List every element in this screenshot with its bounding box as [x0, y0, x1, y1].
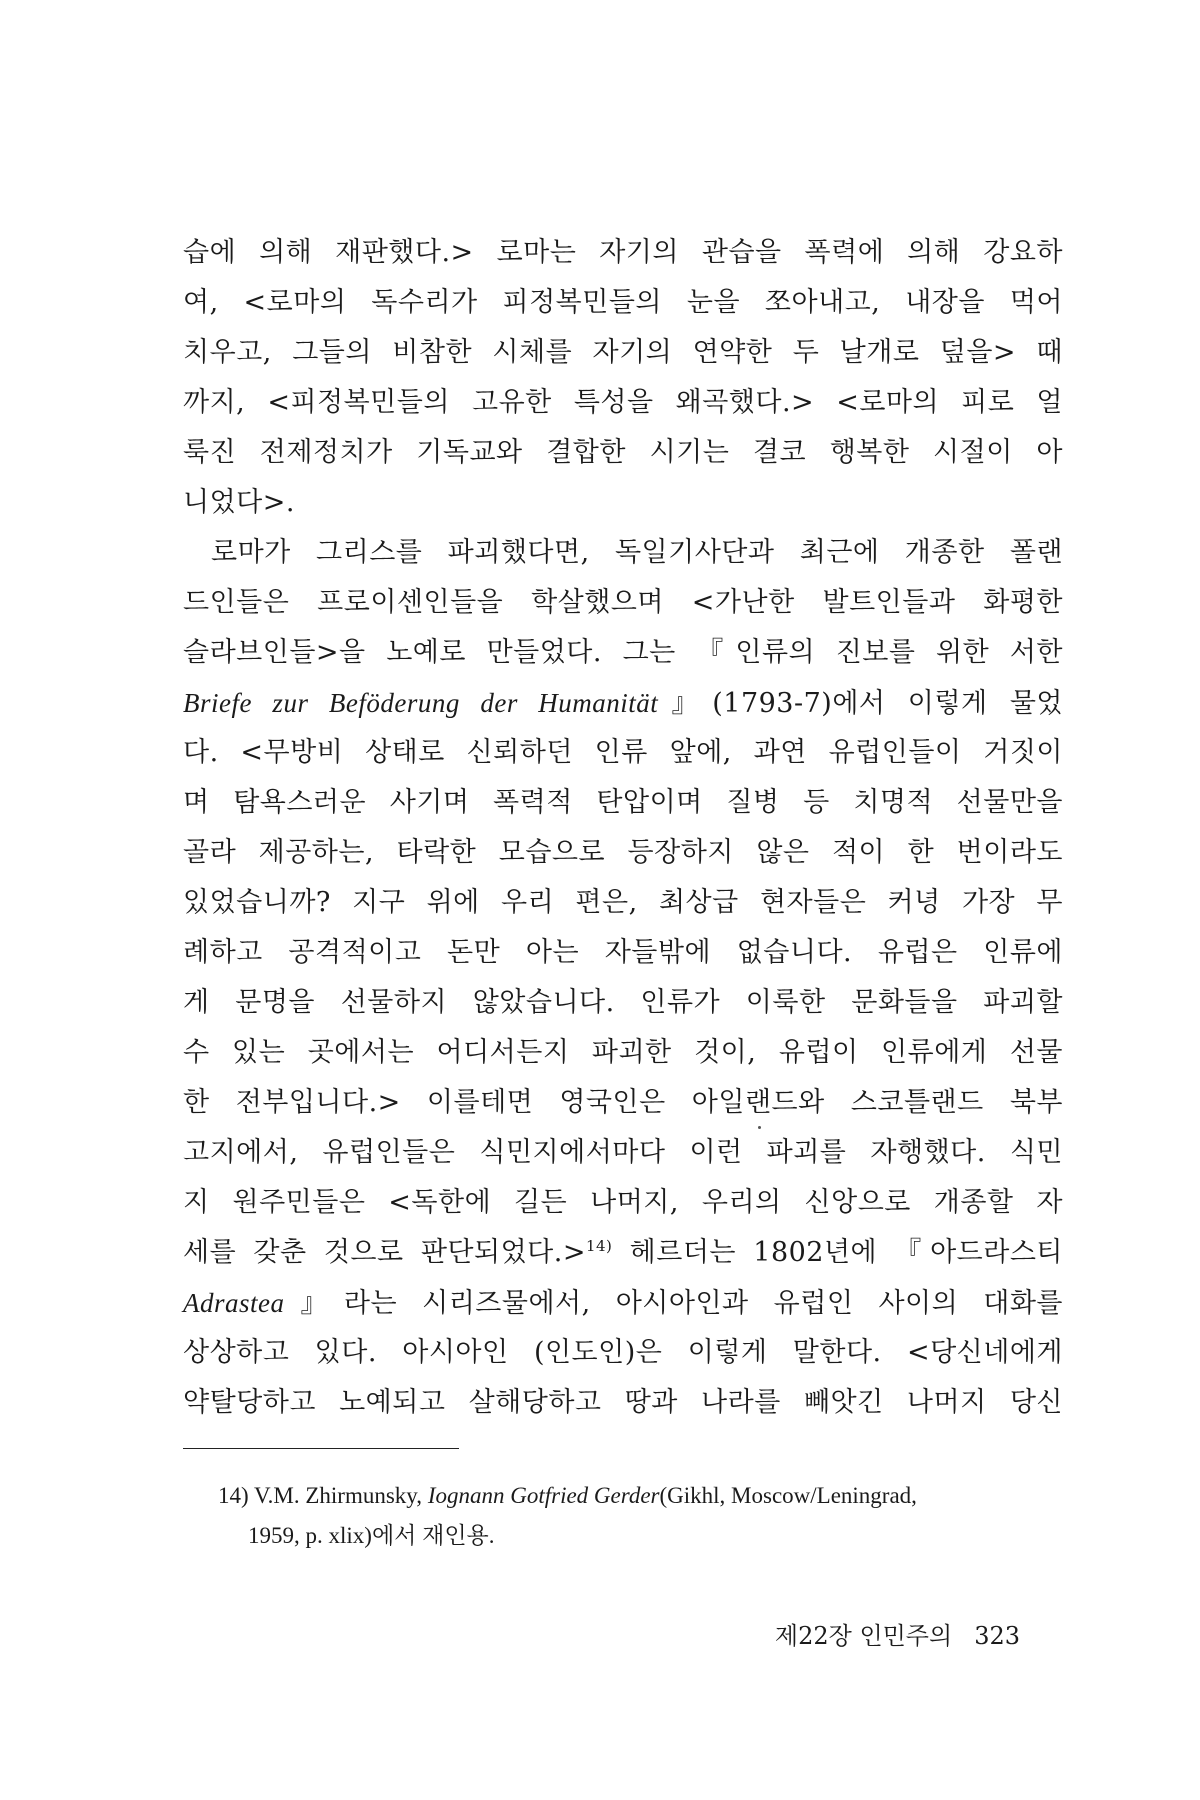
text-line: 수 있는 곳에서는 어디서든지 파괴한 것이, 유럽이 인류에게 선물	[183, 1037, 1063, 1068]
footnote-ref-14[interactable]: 14)	[585, 1237, 613, 1255]
footnote-number: 14)	[218, 1483, 249, 1508]
text-line: 다. <무방비 상태로 신뢰하던 인류 앞에, 과연 유럽인들이 거짓이	[183, 737, 1063, 768]
line-text: 헤르더는 1802년에 『아드라스티	[612, 1237, 1063, 1268]
text-line: 며 탐욕스러운 사기며 폭력적 탄압이며 질병 등 치명적 선물만을	[183, 787, 1063, 818]
footnote-title: Iognann Gotfried Gerder	[427, 1483, 660, 1508]
text-line: 치우고, 그들의 비참한 시체를 자기의 연약한 두 날개로 덮을> 때	[183, 337, 1063, 368]
footnote-author: V.M. Zhirmunsky,	[254, 1483, 423, 1508]
text-line: 슬라브인들>을 노예로 만들었다. 그는 『인류의 진보를 위한 서한	[183, 637, 1063, 668]
text-line: 드인들은 프로이센인들을 학살했으며 <가난한 발트인들과 화평한	[183, 587, 1063, 618]
text-line: 례하고 공격적이고 돈만 아는 자들밖에 없습니다. 유럽은 인류에	[183, 937, 1063, 968]
text-line	[183, 1228, 1063, 1278]
footnote-line	[218, 1476, 1068, 1516]
footnote-line: 1959, p. xlix)에서 재인용.	[248, 1523, 495, 1548]
footnote-divider	[183, 1448, 459, 1449]
text-line: 골라 제공하는, 타락한 모습으로 등장하지 않은 적이 한 번이라도	[183, 837, 1063, 868]
page-number: 323	[974, 1622, 1020, 1650]
italic-title-adrastea: Adrastea	[183, 1288, 285, 1318]
text-line: 약탈당하고 노예되고 살해당하고 땅과 나라를 빼앗긴 나머지 당신	[183, 1387, 1063, 1418]
line-text: 』라는 시리즈물에서, 아시아인과 유럽인 사이의 대화를	[284, 1288, 1063, 1319]
text-line: 여, <로마의 독수리가 피정복민들의 눈을 쪼아내고, 내장을 먹어	[183, 287, 1063, 318]
italic-title-humanitat: Briefe zur Beföderung der Humanität	[183, 688, 659, 718]
text-line: 한 전부입니다.> 이를테면 영국인은 아일랜드와 스코틀랜드 북부	[183, 1087, 1063, 1118]
footnote-14	[218, 1476, 1068, 1556]
text-line: 고지에서, 유럽인들은 식민지에서마다 이런 파괴를 자행했다. 식민	[183, 1137, 1063, 1168]
line-text: 』(1793-7)에서 이렇게 물었	[658, 688, 1063, 719]
text-line: 상상하고 있다. 아시아인 (인도인)은 이렇게 말한다. <당신네에게	[183, 1337, 1063, 1368]
text-line: 있었습니까? 지구 위에 우리 편은, 최상급 현자들은 커녕 가장 무	[183, 887, 1063, 918]
page-footer	[775, 1616, 1020, 1651]
text-line	[183, 678, 1063, 728]
text-line: 지 원주민들은 <독한에 길든 나머지, 우리의 신앙으로 개종할 자	[183, 1187, 1063, 1218]
text-line: 까지, <피정복민들의 고유한 특성을 왜곡했다.> <로마의 피로 얼	[183, 387, 1063, 418]
paragraph-start-line: 로마가 그리스를 파괴했다면, 독일기사단과 최근에 개종한 폴랜	[211, 537, 1063, 568]
text-line	[183, 1278, 1063, 1328]
speck-mark	[758, 1126, 761, 1129]
footnote-publisher: (Gikhl, Moscow/Leningrad,	[659, 1483, 917, 1508]
text-line: 룩진 전제정치가 기독교와 결합한 시기는 결코 행복한 시절이 아	[183, 437, 1063, 468]
text-line: 니었다>.	[183, 487, 295, 518]
line-text: 세를 갖춘 것으로 판단되었다.>	[183, 1237, 586, 1268]
text-line: 습에 의해 재판했다.> 로마는 자기의 관습을 폭력에 의해 강요하	[183, 237, 1063, 268]
text-line: 게 문명을 선물하지 않았습니다. 인류가 이룩한 문화들을 파괴할	[183, 987, 1063, 1018]
body-text	[183, 228, 1063, 1428]
chapter-label: 제22장 인민주의	[774, 1622, 953, 1650]
